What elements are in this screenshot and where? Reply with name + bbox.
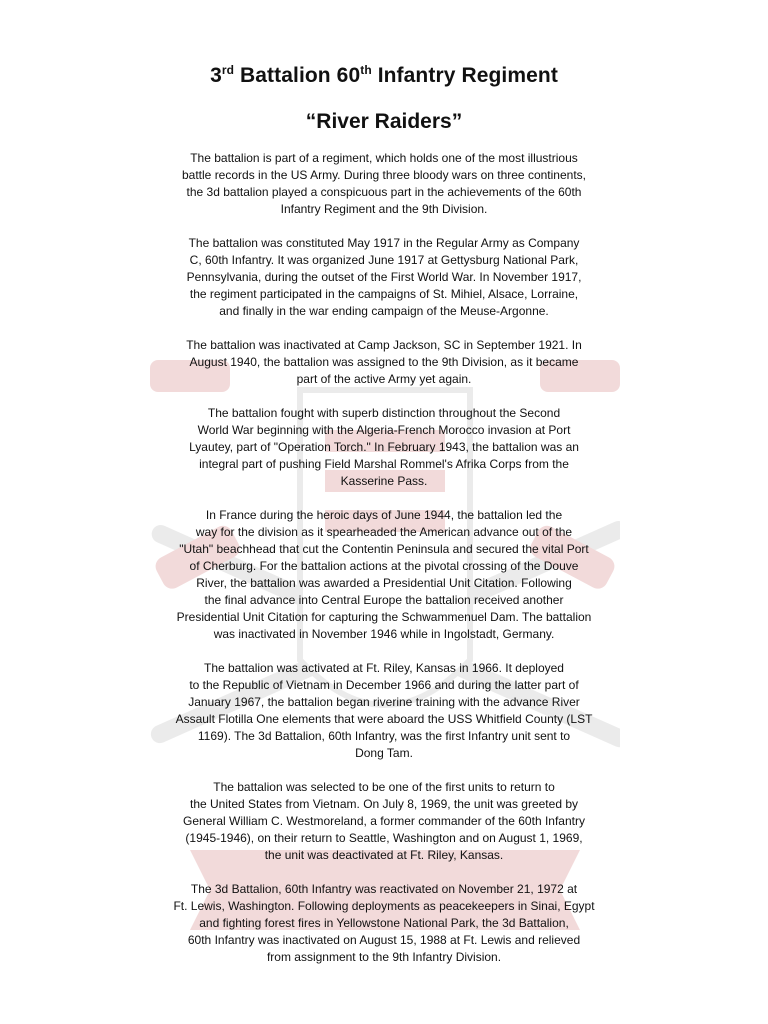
title-end: Infantry Regiment <box>371 64 558 87</box>
paragraph-regiment-history: The battalion is part of a regiment, which holds one of the most illustrious battle records in the US Army. During three bloody wars on three continents, the 3d battalion played a conspicuous part in the achievements of the 60th Infantry Regiment and the 9th Division. <box>182 151 586 216</box>
paragraph-world-war-two: The battalion fought with superb distinction throughout the Second World War beginning with the Algeria-French Morocco invasion at Port Lyautey, part of "Operation Torch." In February 1943, the battalion was an integral part of pushing Field Marshal Rommel's Afrika Corps from the Kasserine Pass. <box>189 406 579 488</box>
paragraph-return-1969: The battalion was selected to be one of the first units to return to the United States from Vietnam. On July 8, 1969, the unit was greeted by General William C. Westmoreland, a former commander of the 60th Infantry (1945-1946), on their return to Seattle, Washington and on August 1, 1969, the unit was deactivated at Ft. Riley, Kansas. <box>183 780 585 862</box>
paragraph-reactivation-1972: The 3d Battalion, 60th Infantry was reactivated on November 21, 1972 at Ft. Lewis, Washington. Following deployments as peacekeepers in Sinai, Egypt and fighting forest fires in Yellowstone National Park, the 3d Battalion, 60th Infantry was inactivated on August 15, 1988 at Ft. Lewis and relieved from assignment to the 9th Infantry Division. <box>173 882 595 964</box>
document-title <box>0 62 768 90</box>
document-subtitle: “River Raiders” <box>305 110 463 133</box>
title-middle: Battalion 60 <box>234 64 361 87</box>
paragraph-vietnam-1966: The battalion was activated at Ft. Riley, Kansas in 1966. It deployed to the Republic of Vietnam in December 1966 and during the latter part of January 1967, the battalion began riverine training with the advance River Assault Flotilla One elements that were aboard the USS Whitfield County (LST 1169). The 3d Battalion, 60th Infantry, was the first Infantry unit sent to Dong Tam. <box>175 661 593 760</box>
title-ordinal-suffix: rd <box>221 63 235 77</box>
title-regiment-suffix: th <box>360 63 372 77</box>
title-ordinal: 3 <box>210 64 222 87</box>
paragraph-constitution-1917: The battalion was constituted May 1917 in the Regular Army as Company C, 60th Infantry. It was organized June 1917 at Gettysburg National Park, Pennsylvania, during the outset of the First World War. In November 1917, the regiment participated in the campaigns of St. Mihiel, Alsace, Lorraine, and finally in the war ending campaign of the Meuse-Argonne. <box>186 236 582 318</box>
document-body <box>150 150 618 983</box>
paragraph-france-1944: In France during the heroic days of June 1944, the battalion led the way for the division as it spearheaded the American advance out of the "Utah" beachhead that cut the Contentin Peninsula and secured the vital Port of Cherburg. For the battalion actions at the pivotal crossing of the Douve River, the battalion was awarded a Presidential Unit Citation. Following the final advance into Central Europe the battalion received another Presidential Unit Citation for capturing the Schwammenuel Dam. The battalion was inactivated in November 1946 while in Ingolstadt, Germany. <box>176 508 592 641</box>
paragraph-inactivation-1921: The battalion was inactivated at Camp Jackson, SC in September 1921. In August 1940, the battalion was assigned to the 9th Division, as it became part of the active Army yet again. <box>186 338 582 386</box>
